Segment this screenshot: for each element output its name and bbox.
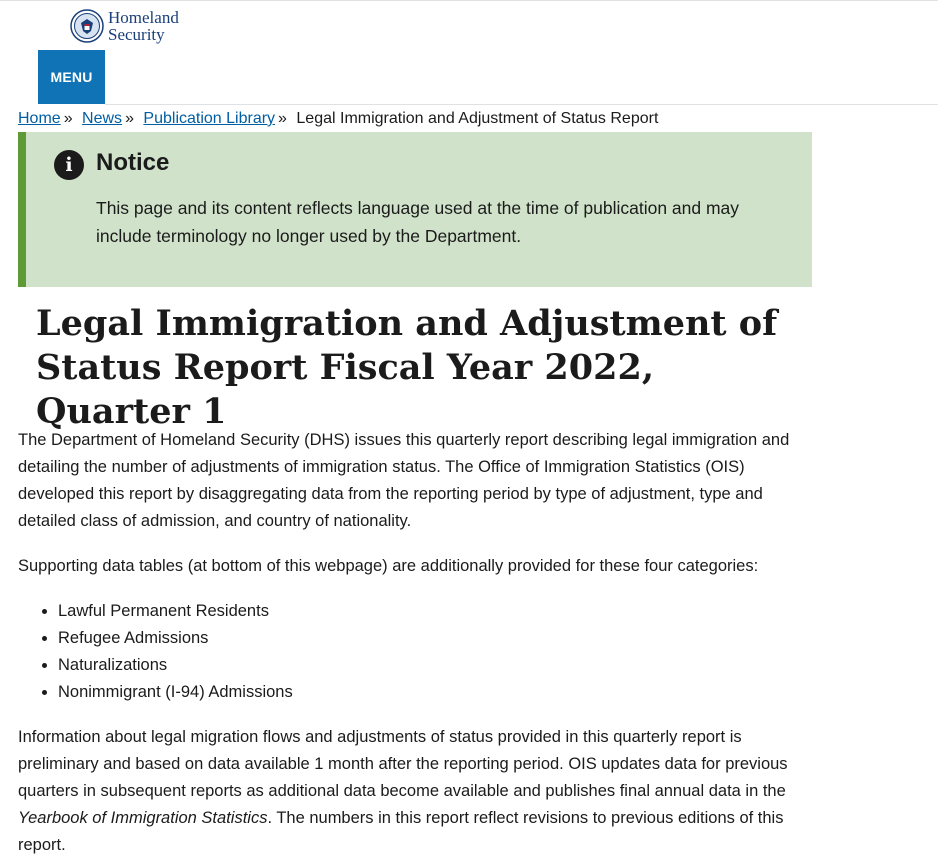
list-item: • Naturalizations xyxy=(58,652,818,679)
category-list xyxy=(18,598,818,706)
notice-alert xyxy=(18,132,812,287)
menu-button[interactable]: MENU xyxy=(38,50,105,104)
nav-divider xyxy=(105,104,938,105)
list-item: • Nonimmigrant (I-94) Admissions xyxy=(58,679,818,706)
info-text-part-1: Information about legal migration flows and adjustments of status provided in this quarterly report is preliminary and based on data available 1 month after the reporting period. OIS updates data for previous quarters in subsequent reports as additional data become available and publishes final annual data in the xyxy=(18,728,788,800)
breadcrumb xyxy=(18,108,658,130)
breadcrumb-separator: » xyxy=(63,110,73,127)
dhs-seal-icon xyxy=(70,9,104,43)
yearbook-title: Yearbook of Immigration Statistics xyxy=(18,809,268,827)
list-item: • Lawful Permanent Residents xyxy=(58,598,818,625)
logo-line-1: Homeland xyxy=(108,8,179,27)
breadcrumb-separator: » xyxy=(278,110,287,127)
logo-text xyxy=(108,9,179,43)
list-item: • Refugee Admissions xyxy=(58,625,818,652)
intro-paragraph: The Department of Homeland Security (DHS) issues this quarterly report describing legal immigration and detailing the number of adjustments of immigration status. The Office of Immigration Statistics (OIS) developed this report by disaggregating data from the reporting period by type of adjustment, type and detailed class of admission, and country of nationality. xyxy=(18,431,790,530)
breadcrumb-current: Legal Immigration and Adjustment of Status Report xyxy=(296,110,659,127)
logo-line-2: Security xyxy=(108,25,165,44)
breadcrumb-link-home[interactable]: Home xyxy=(18,110,61,127)
dhs-logo-link[interactable] xyxy=(70,9,179,43)
top-border xyxy=(0,0,938,1)
breadcrumb-separator: » xyxy=(125,110,134,127)
breadcrumb-link-news[interactable]: News xyxy=(82,110,123,127)
breadcrumb-link-publication-library[interactable]: Publication Library xyxy=(143,110,276,127)
main-content xyxy=(18,427,818,859)
info-icon: i xyxy=(54,150,84,180)
info-paragraph xyxy=(18,724,818,859)
info-text-part-2: . The numbers in this report reflect revisions to previous editions of this report. xyxy=(18,809,784,854)
page-title: Legal Immigration and Adjustment of Status Report Fiscal Year 2022, Quarter 1 xyxy=(36,303,778,432)
supporting-paragraph: Supporting data tables (at bottom of this webpage) are additionally provided for these four categories: xyxy=(18,557,759,575)
notice-heading: Notice xyxy=(96,149,170,176)
notice-text: This page and its content reflects language used at the time of publication and may include terminology no longer used by the Department. xyxy=(96,198,740,246)
